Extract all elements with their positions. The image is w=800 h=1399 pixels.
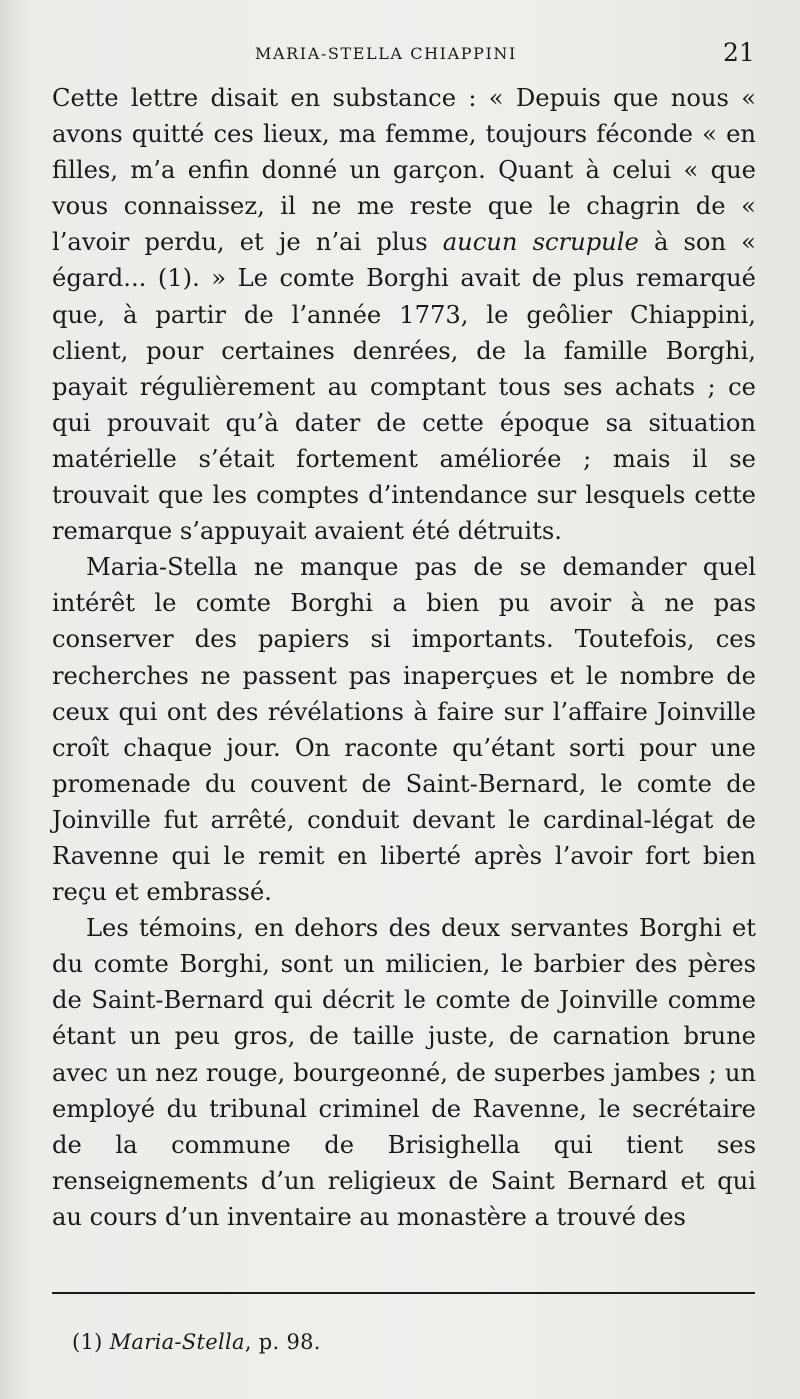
paragraph-2: Maria-Stella ne manque pas de se demander quel intérêt le comte Borghi a bien pu avoir à ne pas conserver des papiers si importants. Toutefois, ces recherches ne passent pas inaperçues et le nombre de ceux qui ont des révélations à faire sur l’affaire Joinville croît chaque jour. On raconte qu’étant sorti pour une promenade du couvent de Saint-Bernard, le comte de Joinville fut arrêté, conduit devant le cardinal-légat de Ravenne qui le remit en liberté après l’avoir fort bien reçu et embrassé. xyxy=(52,553,756,907)
footnote xyxy=(72,1330,321,1354)
paragraph-1-text-b: à son « égard... (1). » Le comte Borghi avait de plus remarqué que, à partir de l’année 1773, le geôlier Chiappini, client, pour certaines denrées, de la famille Borghi, payait régulièrement au comptant tous ses achats ; ce qui prouvait qu’à dater de cette époque sa situation matérielle s’était fortement améliorée ; mais il se trouvait que les comptes d’intendance sur lesquels cette remarque s’appuyait avaient été détruits. xyxy=(52,228,756,546)
footnote-title: Maria-Stella xyxy=(109,1330,245,1354)
paragraph-1 xyxy=(52,80,756,549)
running-head: MARIA-STELLA CHIAPPINI xyxy=(255,44,517,63)
paragraph-1-italic: aucun scrupule xyxy=(442,228,639,257)
footnote-rest: , p. 98. xyxy=(244,1330,321,1354)
page-header xyxy=(0,38,800,74)
footnote-rule xyxy=(52,1292,755,1294)
body-text xyxy=(52,80,756,1235)
page-number: 21 xyxy=(723,38,755,67)
paragraph-3: Les témoins, en dehors des deux servantes Borghi et du comte Borghi, sont un milicien, le barbier des pères de Saint-Bernard qui décrit le comte de Joinville comme étant un peu gros, de taille juste, de carnation brune avec un nez rouge, bourgeonné, de superbes jambes ; un employé du tribunal criminel de Ravenne, le secrétaire de la commune de Brisighella qui tient ses renseignements d’un religieux de Saint Bernard et qui au cours d’un inventaire au monastère a trouvé des xyxy=(52,914,756,1231)
paragraph-1-text-a: Cette lettre disait en substance : « Depuis que nous « avons quitté ces lieux, ma femme, toujours féconde « en filles, m’a enfin donné un garçon. Quant à celui « que vous connaissez, il ne me reste que le chagrin de « l’avoir perdu, et je n’ai plus xyxy=(52,84,756,257)
footnote-marker: (1) xyxy=(72,1330,110,1354)
